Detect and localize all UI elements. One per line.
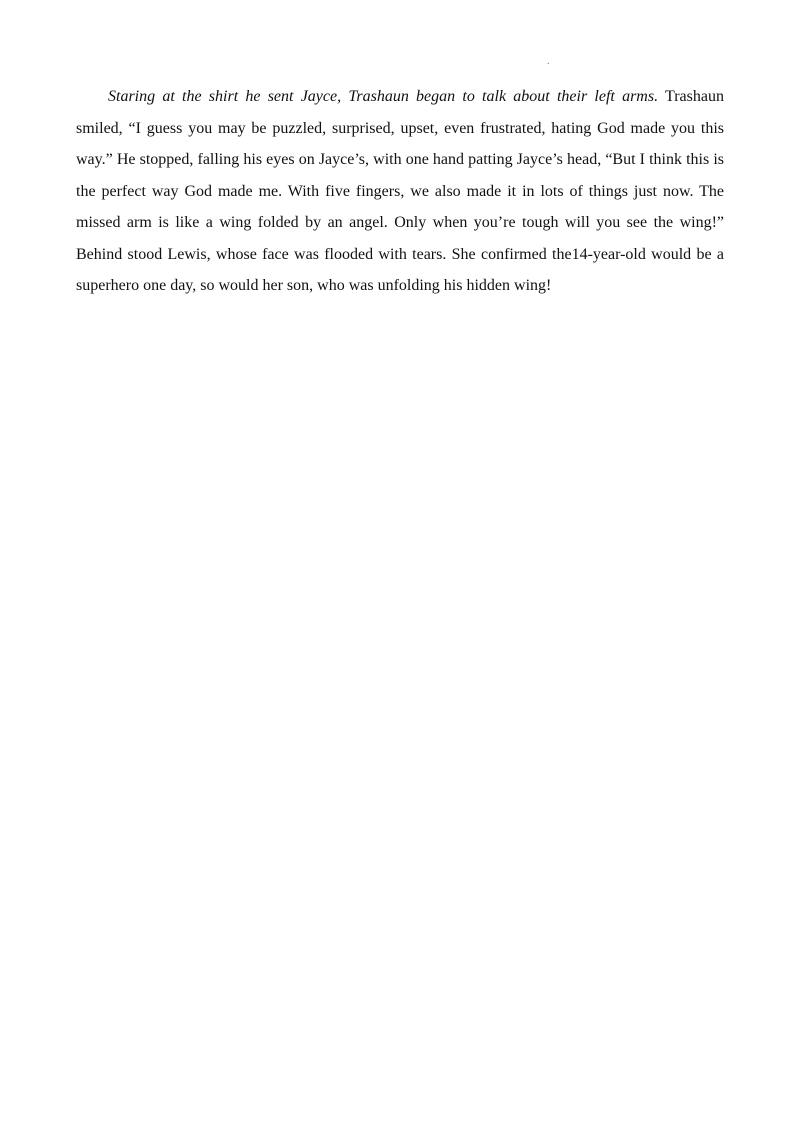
story-paragraph [76, 81, 724, 302]
italic-lead-sentence: Staring at the shirt he sent Jayce, Trashaun began to talk about their left arms. [108, 88, 659, 105]
paragraph-body: Trashaun smiled, “I guess you may be puzzled, surprised, upset, even frustrated, hating God made you this way.” He stopped, falling his eyes on Jayce’s, with one hand patting Jayce’s head, “But I think this is the perfect way God made me. With five fingers, we also made it in lots of things just now. The missed arm is like a wing folded by an angel. Only when you’re tough will you see the wing!” Behind stood Lewis, whose face was flooded with tears. She confirmed the14-year-old would be a superhero one day, so would her son, who was unfolding his hidden wing! [76, 88, 724, 294]
header-mark: . [547, 56, 550, 67]
